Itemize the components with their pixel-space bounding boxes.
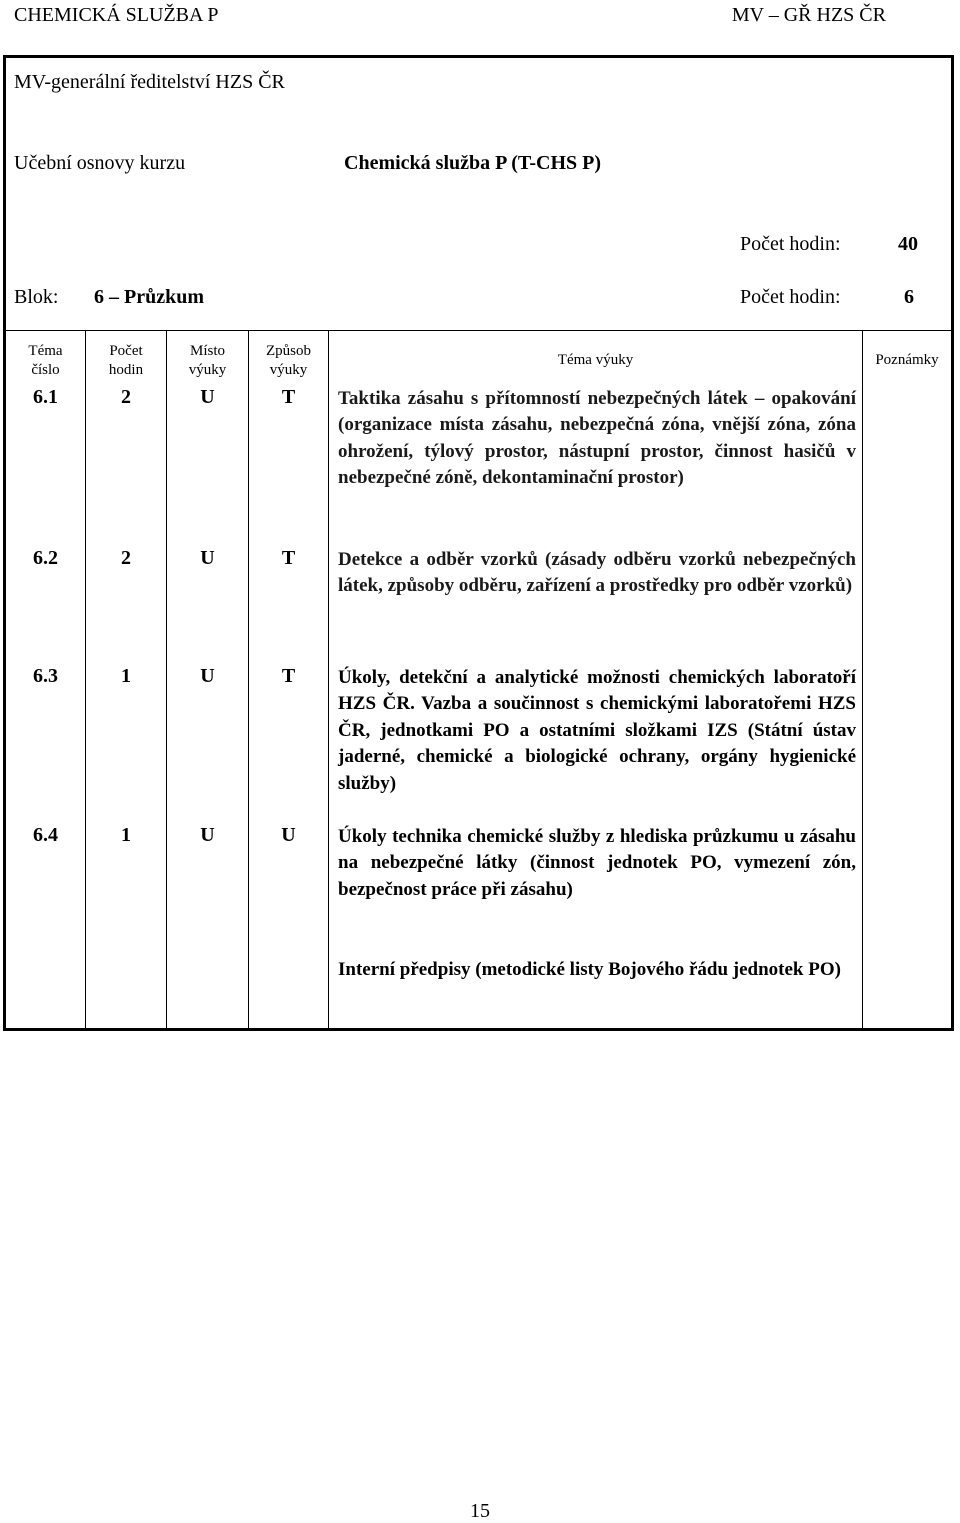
row-place: U bbox=[200, 386, 215, 408]
row-method: U bbox=[281, 824, 296, 846]
row-place: U bbox=[200, 665, 215, 687]
row-number: 6.2 bbox=[33, 547, 58, 569]
row-hours: 2 bbox=[121, 386, 131, 408]
syllabus-label: Učební osnovy kurzu bbox=[14, 152, 186, 174]
running-header bbox=[0, 0, 960, 36]
row-number: 6.4 bbox=[33, 824, 58, 846]
row-topic: Taktika zásahu s přítomností nebezpečných látek – opakování (organizace místa zásahu, nebezpečná zóna, vnější zóna, zóna ohrožení, týlový prostor, nástupní prostor, činnost hasičů v nebezpečné zóně, dekontaminační prostor) bbox=[338, 388, 856, 489]
header-divider bbox=[6, 330, 951, 331]
row-method: T bbox=[281, 665, 296, 687]
col-method bbox=[249, 342, 328, 380]
col-hours bbox=[86, 342, 166, 380]
total-hours-value: 40 bbox=[898, 233, 918, 255]
col-notes: Poznámky bbox=[875, 352, 939, 368]
row-hours: 1 bbox=[121, 824, 131, 846]
block-hours-value: 6 bbox=[904, 286, 914, 308]
col-method-line1: Způsob bbox=[266, 343, 311, 359]
column-divider bbox=[328, 330, 329, 1028]
col-place-line1: Místo bbox=[189, 343, 225, 359]
total-hours-label: Počet hodin: bbox=[740, 233, 841, 255]
row-topic: Detekce a odběr vzorků (zásady odběru vzorků nebezpečných látek, způsoby odběru, zařízení a prostředky pro odběr vzorků) bbox=[338, 549, 856, 597]
row-method: T bbox=[281, 547, 296, 569]
row-number: 6.3 bbox=[33, 665, 58, 687]
page-number: 15 bbox=[470, 1500, 490, 1522]
col-topic-number-line1: Téma bbox=[28, 343, 63, 359]
block-name: 6 – Průzkum bbox=[94, 286, 204, 308]
row-method: T bbox=[281, 386, 296, 408]
row-number: 6.1 bbox=[33, 386, 58, 408]
column-divider bbox=[862, 330, 863, 1028]
col-place-line2: výuky bbox=[188, 362, 227, 378]
running-header-right: MV – GŘ HZS ČR bbox=[731, 4, 886, 26]
block-label: Blok: bbox=[14, 286, 59, 308]
row-hours: 1 bbox=[121, 665, 131, 687]
row-topic-secondary: Interní předpisy (metodické listy Bojového řádu jednotek PO) bbox=[338, 959, 841, 980]
col-topic-number bbox=[6, 342, 85, 380]
col-topic-number-line2: číslo bbox=[31, 362, 60, 378]
col-place bbox=[167, 342, 248, 380]
col-method-line2: výuky bbox=[269, 362, 308, 378]
block-hours-label: Počet hodin: bbox=[740, 286, 841, 308]
syllabus-table bbox=[3, 55, 954, 1031]
course-name: Chemická služba P (T-CHS P) bbox=[344, 152, 602, 174]
row-place: U bbox=[200, 547, 215, 569]
col-hours-line1: Počet bbox=[109, 343, 143, 359]
row-place: U bbox=[200, 824, 215, 846]
col-topic: Téma výuky bbox=[557, 352, 634, 368]
institution-name: MV-generální ředitelství HZS ČR bbox=[14, 71, 285, 93]
row-hours: 2 bbox=[121, 547, 131, 569]
row-topic: Úkoly technika chemické služby z hlediska průzkumu u zásahu na nebezpečné látky (činnost jednotek PO, vymezení zón, bezpečnost práce při zásahu) bbox=[338, 826, 856, 900]
row-topic: Úkoly, detekční a analytické možnosti chemických laboratoří HZS ČR. Vazba a součinnost s chemickými laboratořemi HZS ČR, jednotkami PO a ostatními složkami IZS (Státní ústav jaderné, chemické a biologické ochrany, orgány hygienické služby) bbox=[338, 667, 856, 794]
col-hours-line2: hodin bbox=[108, 362, 144, 378]
running-header-left: CHEMICKÁ SLUŽBA P bbox=[14, 4, 219, 26]
